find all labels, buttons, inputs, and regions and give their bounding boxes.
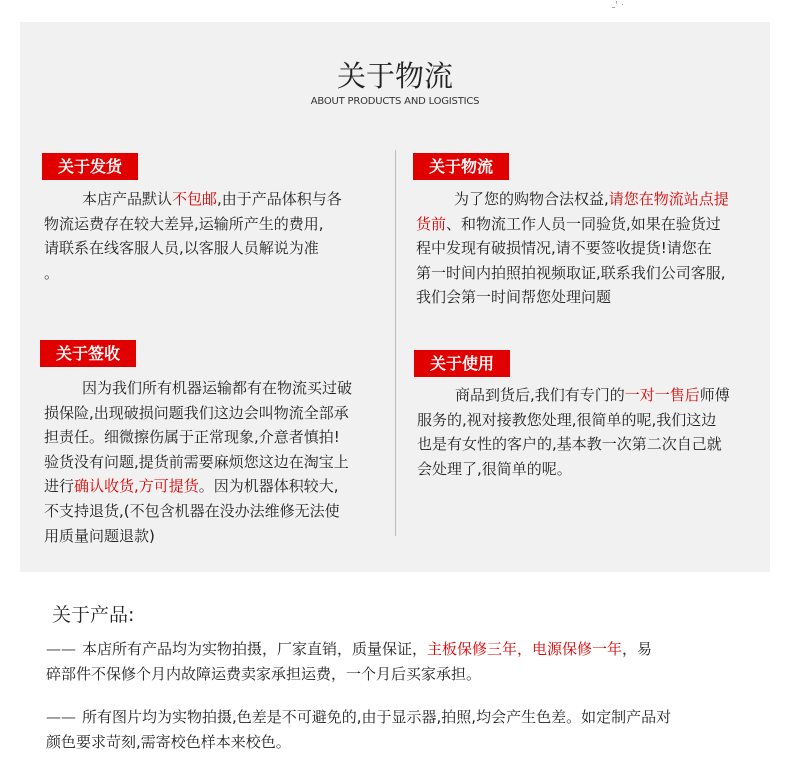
text-line: 因为我们所有机器运输都有在物流买过破 [82, 379, 353, 397]
text-line: 物流运费存在较大差异,运输所产生的费用, [44, 214, 324, 233]
dash-mark: —— [46, 708, 76, 726]
text-line: 进行确认收货,方可提货。因为机器体积较大, [44, 477, 339, 496]
text-line: 不支持退货,(不包含机器在没办法维修无法使 [44, 501, 340, 520]
text-line: 损保险,出现破损问题我们这边会叫物流全部承 [44, 403, 349, 422]
text-line: 商品到货后,我们有专门的一对一售后师傅 [455, 386, 730, 404]
text-line: 担责任。细微擦伤属于正常现象,介意者慎拍! [44, 428, 340, 447]
badge-receipt: 关于签收 [40, 340, 136, 367]
corner-mark: ـ' · [612, 0, 625, 11]
dash-mark: —— [46, 640, 76, 658]
about-products-para-1 [46, 637, 746, 686]
text-line: 颜色要求苛刻,需寄校色样本来校色。 [46, 732, 291, 751]
shipping-text [44, 187, 384, 285]
column-divider [395, 150, 396, 536]
text-line: 程中发现有破损情况,请不要签收提货!请您在 [416, 239, 712, 258]
text-line: —— 本店所有产品均为实物拍摄，厂家直销，质量保证，主板保修三年，电源保修一年，易 [46, 637, 746, 662]
text-line: 请联系在线客服人员,以客服人员解说为准 [44, 239, 319, 258]
about-products-title: 关于产品: [52, 604, 135, 626]
text-line: —— 所有图片均为实物拍摄,色差是不可避免的,由于显示器,拍照,均会产生色差。如定制产品对 [46, 705, 746, 730]
text-line: 为了您的购物合法权益,请您在物流站点提 [454, 190, 729, 208]
text-line: 用质量问题退款) [44, 526, 155, 545]
usage-text [417, 383, 762, 481]
logistics-panel [20, 22, 770, 572]
text-line: 验货没有问题,提货前需要麻烦您这边在淘宝上 [44, 452, 349, 471]
badge-logistics: 关于物流 [413, 153, 509, 180]
logistics-text [416, 187, 756, 310]
receipt-text [44, 376, 389, 548]
page-subtitle: ABOUT PRODUCTS AND LOGISTICS [310, 96, 480, 107]
text-line: 我们会第一时间帮您处理问题 [416, 288, 612, 307]
text-line: 货前、和物流工作人员一同验货,如果在验货过 [416, 214, 721, 233]
text-line: 碎部件不保修个月内故障运费卖家承担运费，一个月后买家承担。 [46, 664, 482, 683]
text-line: 会处理了,很简单的呢。 [417, 459, 572, 478]
about-products-para-2 [46, 705, 746, 754]
text-line: 也是有女性的客户的,基本教一次第二次自己就 [417, 435, 722, 454]
badge-shipping: 关于发货 [42, 153, 138, 180]
text-line: 本店产品默认不包邮,由于产品体积与各 [82, 190, 342, 208]
text-line: 服务的,视对接教您处理,很简单的呢,我们这边 [417, 410, 717, 429]
text-line: 第一时间内拍照拍视频取证,联系我们公司客服, [416, 263, 726, 282]
text-line: 。 [44, 263, 60, 282]
page-title: 关于物流 [336, 59, 453, 93]
badge-usage: 关于使用 [414, 350, 510, 377]
